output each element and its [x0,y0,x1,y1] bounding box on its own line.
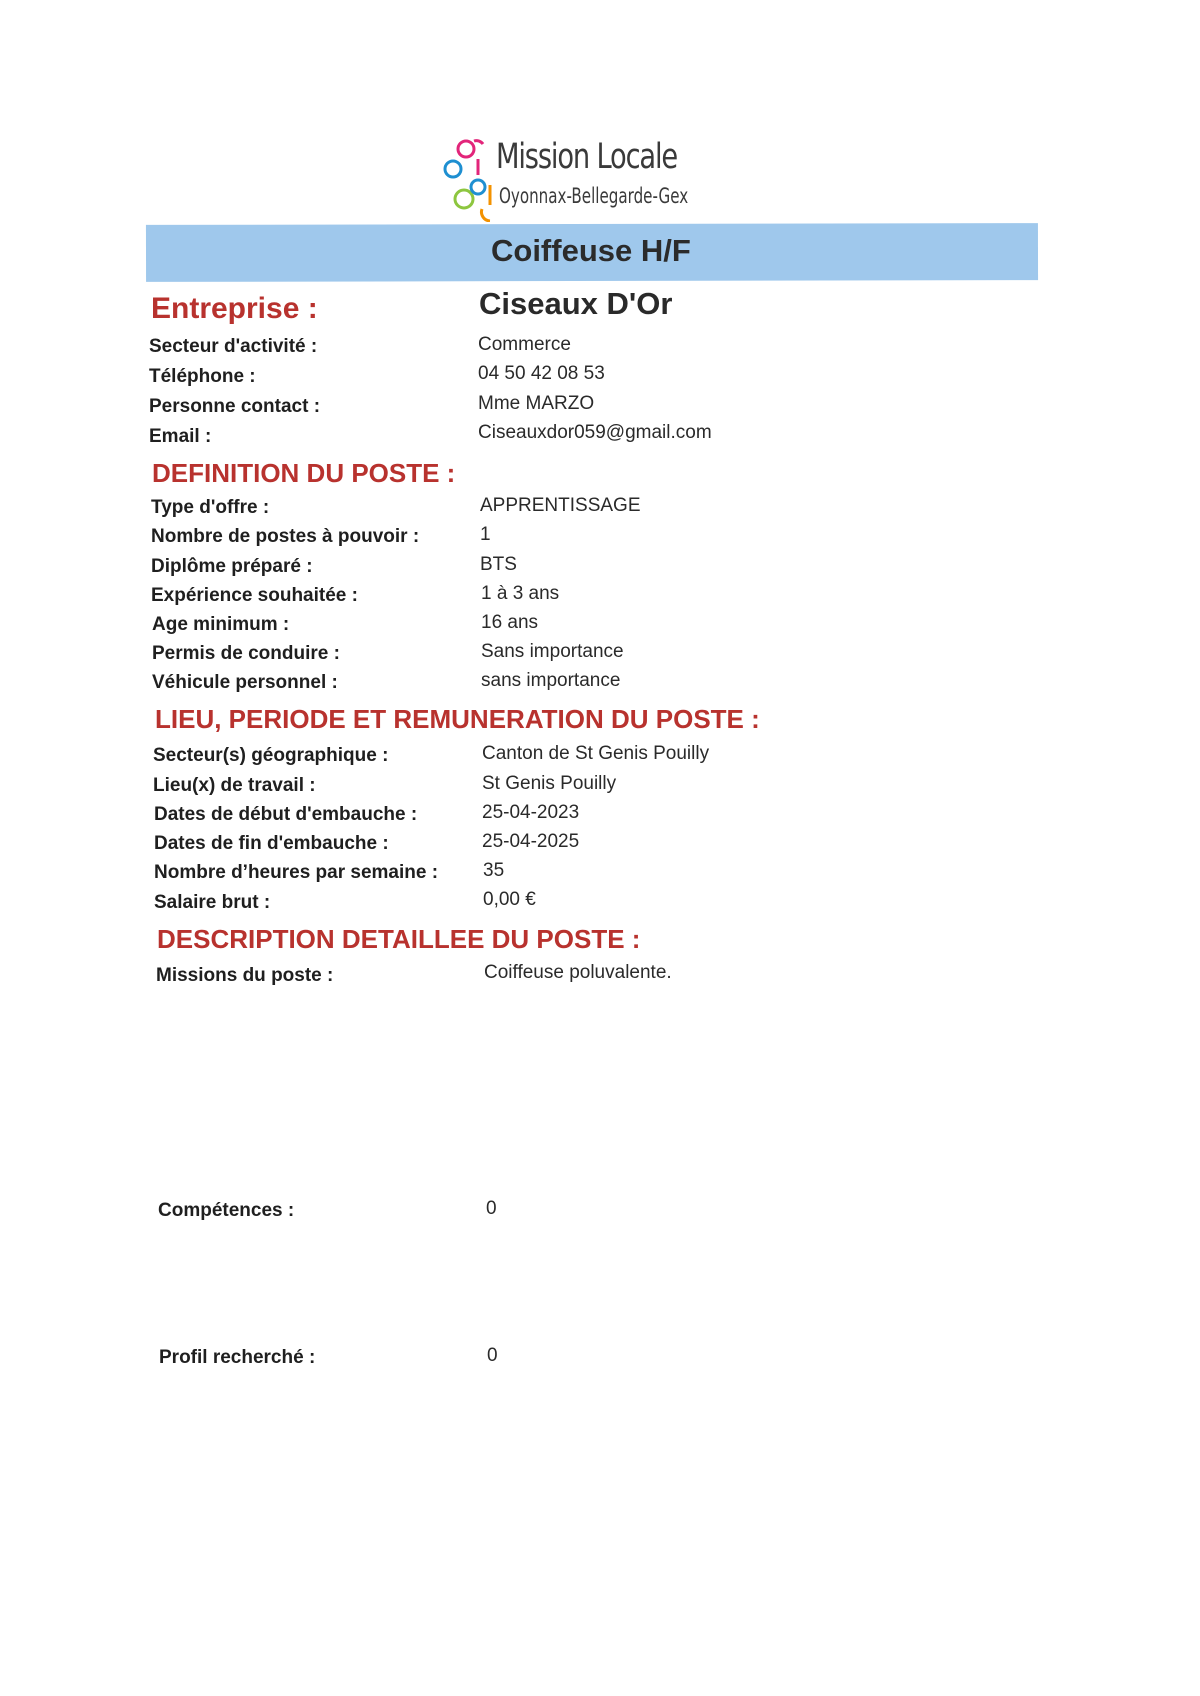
field-value: 0,00 € [483,889,536,910]
entreprise-heading: Entreprise : [151,292,318,325]
field-label: Secteur(s) géographique : [153,745,389,766]
field-label: Compétences : [158,1200,295,1221]
field-label: Secteur d'activité : [149,336,318,357]
logo-rings-icon [438,137,498,222]
field-value: 25-04-2023 [482,802,580,823]
field-value: Commerce [478,334,571,355]
field-label: Expérience souhaitée : [151,585,358,606]
logo-subtitle: Oyonnax-Bellegarde-Gex [499,184,689,208]
field-value: 04 50 42 08 53 [478,363,605,384]
company-name: Ciseaux D'Or [479,286,673,321]
field-value: 16 ans [481,612,539,633]
field-value: Canton de St Genis Pouilly [482,743,710,764]
field-label: Email : [149,426,212,447]
definition-heading: DEFINITION DU POSTE : [152,458,456,488]
field-label: Dates de fin d'embauche : [154,833,389,854]
field-value: Sans importance [481,641,624,662]
field-label: Age minimum : [152,614,290,635]
job-title: Coiffeuse H/F [491,233,691,268]
field-label: Profil recherché : [159,1347,316,1368]
email-value: Ciseauxdor059@gmail.com [478,422,712,443]
field-label: Véhicule personnel : [152,672,338,693]
field-label: Missions du poste : [156,965,334,986]
field-value: 0 [486,1198,497,1219]
field-value: 25-04-2025 [482,831,580,852]
field-value: Mme MARZO [478,393,595,414]
field-label: Personne contact : [149,396,321,417]
field-label: Type d'offre : [151,497,270,518]
logo-title: Mission Locale [496,137,678,177]
lieu-heading: LIEU, PERIODE ET REMUNERATION DU POSTE : [155,704,760,734]
field-value: Coiffeuse poluvalente. [484,962,672,983]
field-label: Permis de conduire : [152,643,340,664]
field-value: 1 [480,524,491,545]
field-value: 0 [487,1345,498,1366]
field-value: sans importance [481,670,621,691]
field-label: Salaire brut : [154,892,271,913]
mission-locale-logo [438,137,718,222]
field-label: Nombre de postes à pouvoir : [151,526,420,547]
field-value: BTS [480,554,517,575]
description-heading: DESCRIPTION DETAILLEE DU POSTE : [157,924,641,954]
field-label: Dates de début d'embauche : [154,804,418,825]
field-value: St Genis Pouilly [482,773,617,794]
field-label: Téléphone : [149,366,256,387]
field-value: APPRENTISSAGE [480,495,641,516]
field-value: 1 à 3 ans [481,583,560,604]
field-value: 35 [483,860,505,881]
field-label: Lieu(x) de travail : [153,775,316,796]
field-label: Nombre d’heures par semaine : [154,862,439,883]
field-label: Diplôme préparé : [151,556,313,577]
